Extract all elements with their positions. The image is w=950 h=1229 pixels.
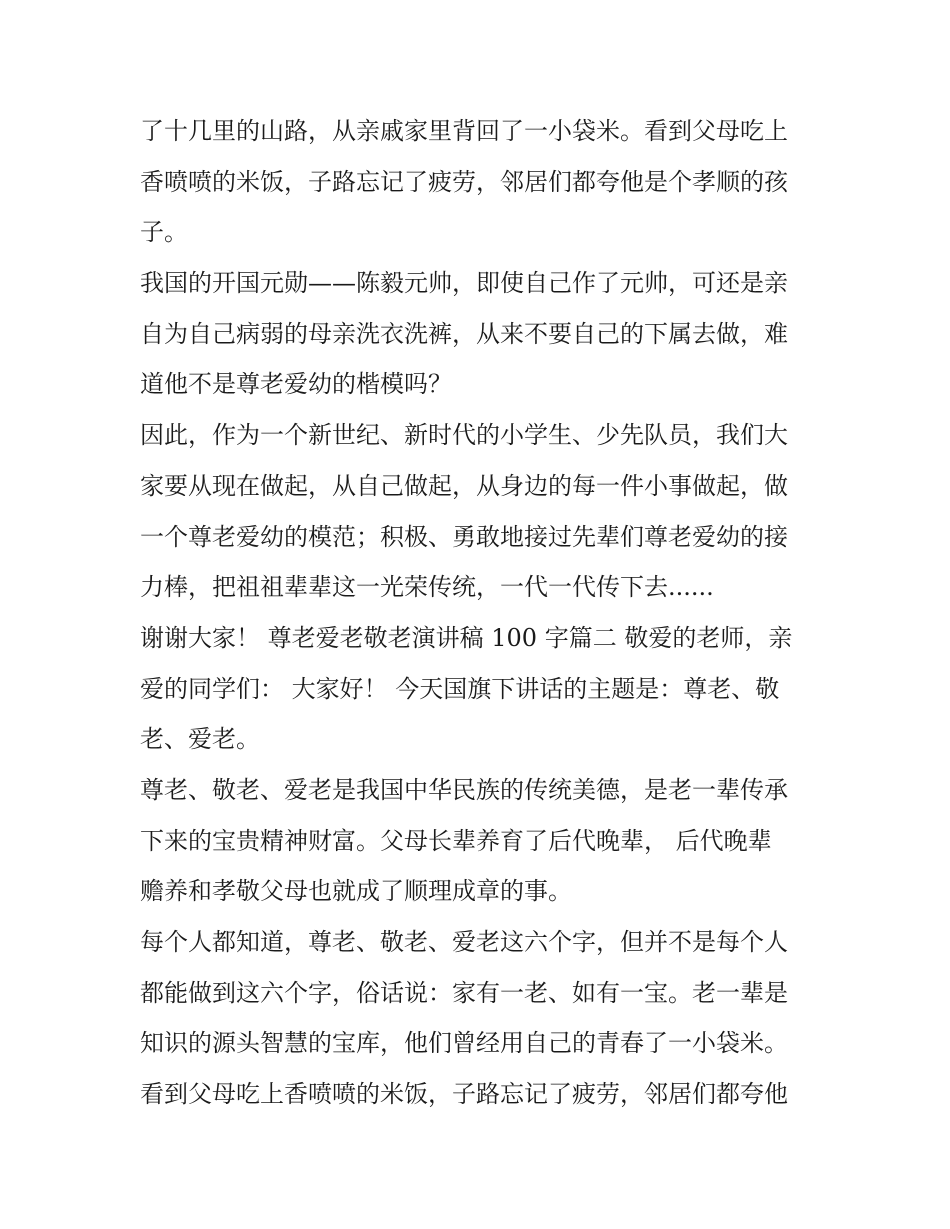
text-line: 知识的源头智慧的宝库，他们曾经用自己的青春了一小袋米。 [140,1029,788,1058]
text-line: 因此，作为一个新世纪、新时代的小学生、少先队员，我们大 [140,421,788,450]
paragraph-speech-two-opening [140,613,820,765]
paragraph-traditional-virtue [140,765,820,917]
document-body [140,106,820,1120]
text-line: 道他不是尊老爱幼的楷模吗？ [140,370,452,399]
text-line: 家要从现在做起，从自己做起，从身边的每一件小事做起，做 [140,471,788,500]
paragraph-chen-yi [140,258,820,410]
text-line: 看到父母吃上香喷喷的米饭，子路忘记了疲劳，邻居们都夸他 [140,1080,788,1109]
text-line: 子。 [140,218,188,247]
text-line: 下来的宝贵精神财富。父母长辈养育了后代晚辈， 后代晚辈 [140,826,772,855]
text-line: 力棒，把祖祖辈辈这一光荣传统，一代一代传下去...... [140,573,714,602]
paragraph-six-characters [140,917,820,1120]
text-line: 赡养和孝敬父母也就成了顺理成章的事。 [140,877,572,906]
text-line: 我国的开国元勋——陈毅元帅，即使自己作了元帅，可还是亲 [140,269,788,298]
text-line: 爱的同学们： 大家好！ 今天国旗下讲话的主题是：尊老、敬 [140,674,780,703]
text-line: 谢谢大家！ 尊老爱老敬老演讲稿 100 字篇二 敬爱的老师，亲 [140,623,793,652]
text-line: 自为自己病弱的母亲洗衣洗裤，从来不要自己的下属去做，难 [140,319,788,348]
paragraph-zilu-story-end [140,106,820,258]
text-line: 都能做到这六个字，俗话说：家有一老、如有一宝。老一辈是 [140,978,788,1007]
text-line: 了十几里的山路，从亲戚家里背回了一小袋米。看到父母吃上 [140,117,788,145]
text-line: 老、爱老。 [140,725,260,754]
paragraph-call-to-action [140,410,820,613]
text-line: 香喷喷的米饭，子路忘记了疲劳，邻居们都夸他是个孝顺的孩 [140,167,788,196]
text-line: 每个人都知道，尊老、敬老、爱老这六个字，但并不是每个人 [140,928,788,956]
text-line: 一个尊老爱幼的模范；积极、勇敢地接过先辈们尊老爱幼的接 [140,522,788,551]
text-line: 尊老、敬老、爱老是我国中华民族的传统美德，是老一辈传承 [140,775,788,804]
